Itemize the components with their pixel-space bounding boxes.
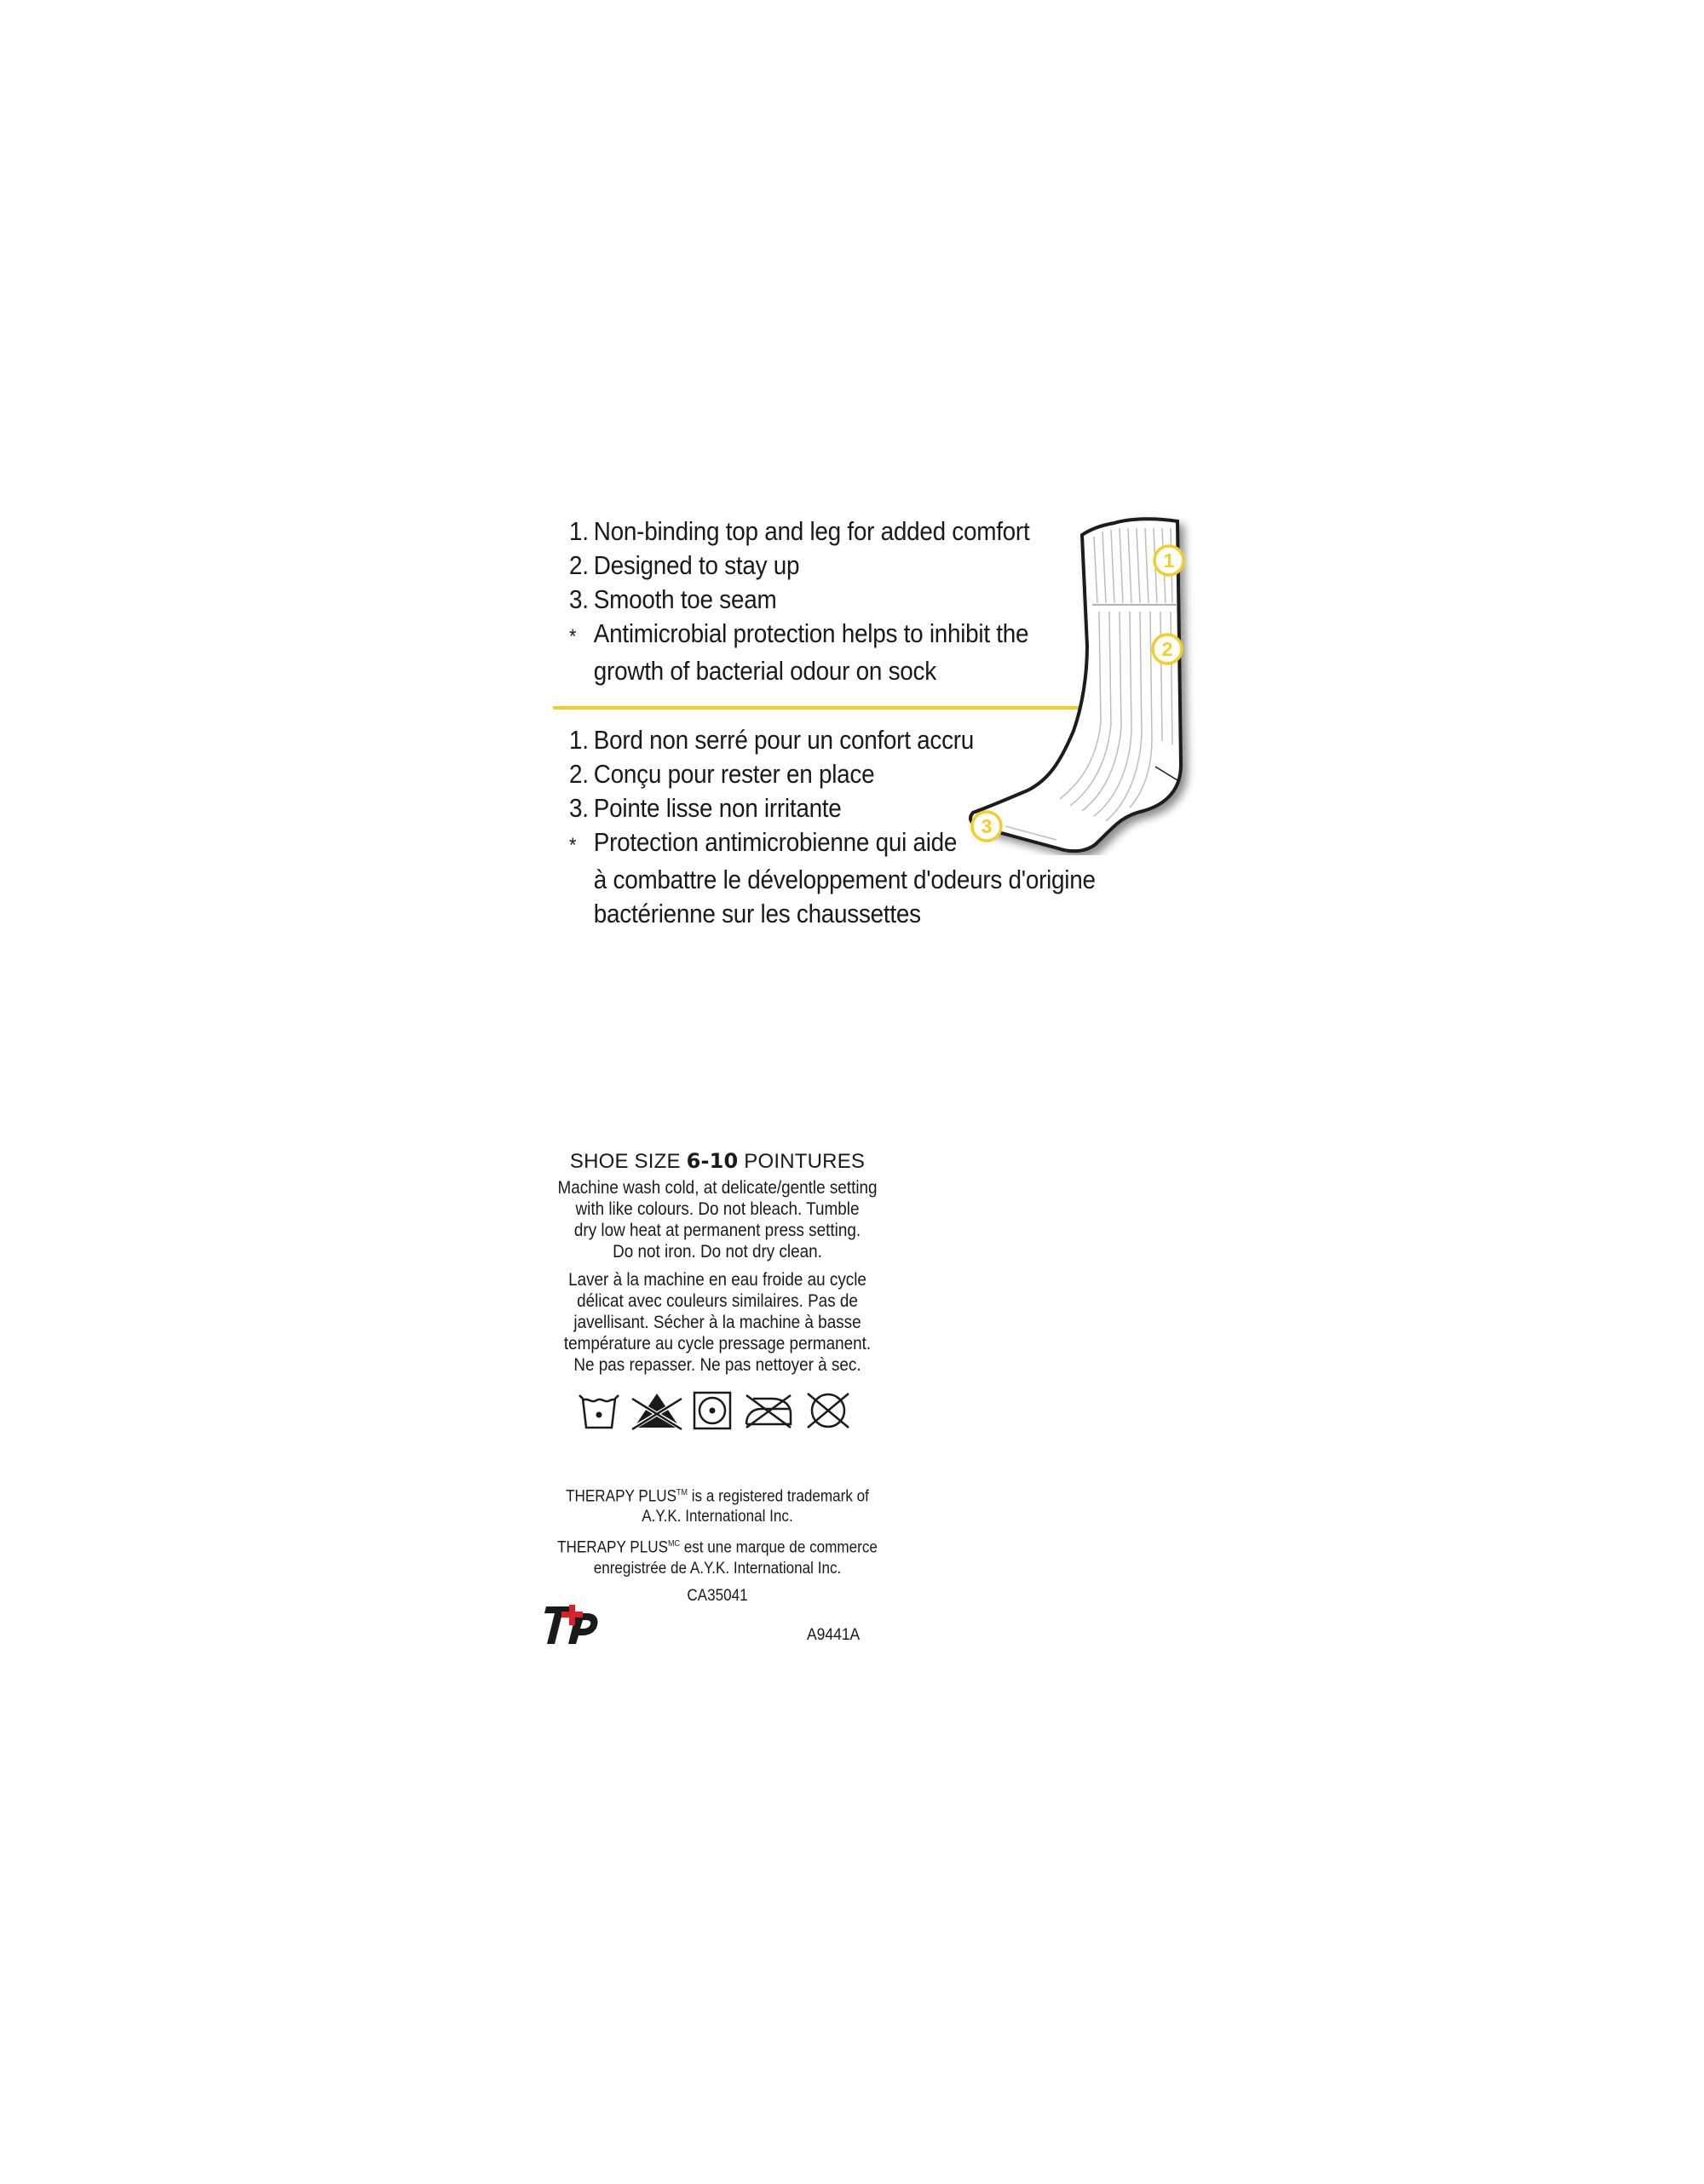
feature-marker: 2. <box>569 550 589 580</box>
trademark-symbol: MC <box>667 1539 680 1549</box>
callout-number: 3 <box>981 815 993 837</box>
therapy-plus-logo <box>543 1601 601 1649</box>
care-line: javellisant. Sécher à la machine à basse <box>573 1313 861 1332</box>
do-not-dry-clean-icon <box>803 1388 854 1433</box>
callout-number: 1 <box>1163 549 1175 572</box>
trademark-info <box>528 1483 907 1606</box>
product-code-ca: CA35041 <box>687 1586 748 1605</box>
feature-text-continuation: bactérienne sur les chaussettes <box>593 899 921 928</box>
feature-marker: 3. <box>569 584 589 614</box>
do-not-iron-icon <box>741 1388 796 1433</box>
care-line: Machine wash cold, at delicate/gentle setting <box>557 1178 878 1198</box>
callout-2 <box>1153 635 1182 664</box>
trademark-text: is a registered trademark of <box>687 1487 869 1506</box>
care-line: Ne pas repasser. Ne pas nettoyer à sec. <box>573 1355 861 1375</box>
care-line: dry low heat at permanent press setting. <box>573 1221 861 1240</box>
feature-text-continuation: growth of bacterial odour on sock <box>593 656 936 686</box>
trademark-text: est une marque de commerce <box>679 1538 878 1557</box>
product-code: A9441A <box>807 1626 861 1644</box>
feature-marker: * <box>569 834 577 857</box>
care-line: with like colours. Do not bleach. Tumble <box>575 1199 860 1219</box>
feature-text: Conçu pour rester en place <box>593 759 875 789</box>
brand-name: THERAPY PLUS <box>557 1538 668 1557</box>
care-line: délicat avec couleurs similaires. Pas de <box>577 1291 858 1311</box>
shoe-size-prefix: SHOE SIZE <box>569 1150 687 1173</box>
feature-text: Pointe lisse non irritante <box>593 793 842 823</box>
trademark-line: enregistrée de A.Y.K. International Inc. <box>593 1559 842 1578</box>
trademark-symbol: TM <box>676 1488 688 1497</box>
callout-3 <box>972 812 1001 841</box>
care-line: Do not iron. Do not dry clean. <box>613 1242 822 1262</box>
feature-marker: 3. <box>569 793 589 823</box>
care-text-english <box>547 1177 888 1262</box>
trademark-line <box>547 1534 888 1558</box>
callout-number: 2 <box>1161 638 1173 660</box>
tumble-dry-low-icon <box>690 1388 734 1433</box>
callout-1 <box>1154 546 1183 575</box>
feature-text: Designed to stay up <box>593 550 800 580</box>
feature-text: Protection antimicrobienne qui aide <box>593 827 958 857</box>
care-instructions <box>528 1149 907 1382</box>
trademark-french <box>547 1534 888 1578</box>
care-line: température au cycle pressage permanent. <box>563 1334 872 1354</box>
trademark-line: A.Y.K. International Inc. <box>642 1508 793 1526</box>
feature-marker: * <box>569 625 577 648</box>
trademark-line <box>547 1483 888 1507</box>
shoe-size-range: 6-10 <box>686 1149 739 1173</box>
feature-text-continuation: à combattre le développement d'odeurs d'origine <box>593 865 1096 894</box>
do-not-bleach-icon <box>630 1388 683 1433</box>
feature-text: Bord non serré pour un confort accru <box>593 725 975 755</box>
brand-name: THERAPY PLUS <box>566 1487 676 1506</box>
feature-text: Non-binding top and leg for added comfort <box>593 516 1030 546</box>
sock-illustration <box>954 509 1235 855</box>
feature-text: Smooth toe seam <box>593 584 777 614</box>
care-text-french <box>547 1269 888 1376</box>
feature-marker: 1. <box>569 516 589 546</box>
feature-text: Antimicrobial protection helps to inhibit the <box>593 618 1029 648</box>
shoe-size-heading <box>528 1149 907 1174</box>
machine-wash-cold-icon <box>574 1388 624 1433</box>
care-symbols <box>574 1388 861 1433</box>
shoe-size-suffix: POINTURES <box>738 1150 866 1173</box>
care-line: Laver à la machine en eau froide au cycle <box>568 1270 866 1290</box>
feature-marker: 1. <box>569 725 589 755</box>
trademark-english <box>547 1483 888 1527</box>
feature-marker: 2. <box>569 759 589 789</box>
